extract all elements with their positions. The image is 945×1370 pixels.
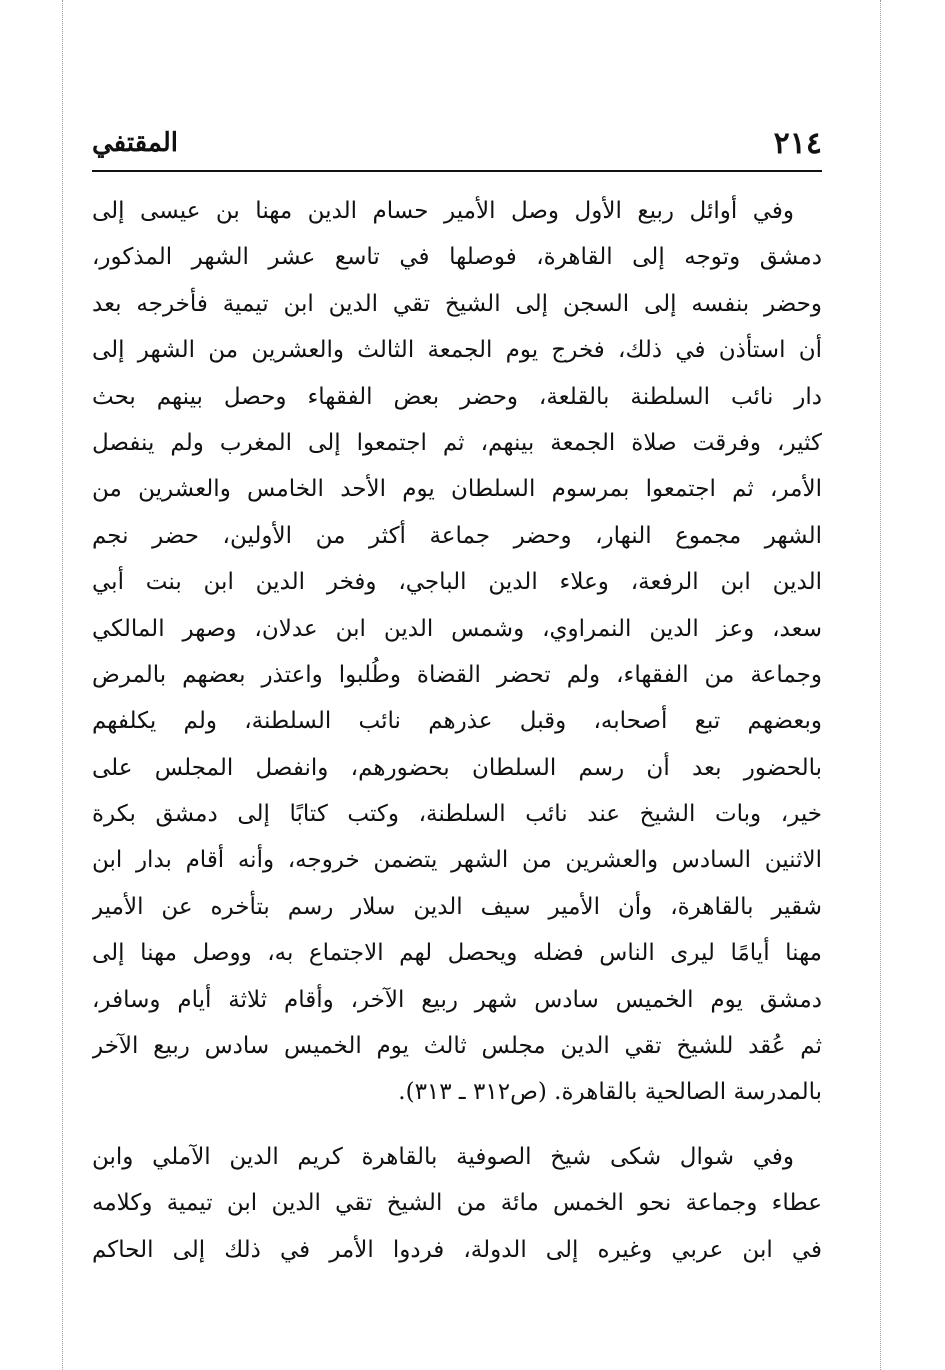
text-line: الأمر، ثم اجتمعوا بمرسوم السلطان يوم الأحد الخامس والعشرين من <box>92 476 822 503</box>
text-line: خير، وبات الشيخ عند نائب السلطنة، وكتب كتابًا إلى دمشق بكرة <box>92 801 822 828</box>
text-line: في ابن عربي وغيره إلى الدولة، فردوا الأمر في ذلك إلى الحاكم <box>92 1236 822 1263</box>
text-line: دمشق وتوجه إلى القاهرة، فوصلها في تاسع عشر الشهر المذكور، <box>92 244 822 271</box>
text-line: دار نائب السلطنة بالقلعة، وحضر بعض الفقهاء وحصل بينهم بحث <box>92 383 822 410</box>
body-text <box>92 188 822 1273</box>
text-line: أن استأذن في ذلك، فخرج يوم الجمعة الثالث والعشرين من الشهر إلى <box>92 337 822 364</box>
text-line: عطاء وجماعة نحو الخمس مائة من الشيخ تقي الدين ابن تيمية وكلامه <box>92 1190 822 1217</box>
scan-edge-left <box>62 0 63 1370</box>
text-line: وبعضهم تبع أصحابه، وقبل عذرهم نائب السلطنة، ولم يكلفهم <box>92 708 822 735</box>
page-header <box>92 126 822 172</box>
text-line: وفي شوال شكى شيخ الصوفية بالقاهرة كريم الدين الآملي وابن <box>92 1143 794 1170</box>
text-line: مهنا أيامًا ليرى الناس فضله ويحصل لهم الاجتماع به، ووصل مهنا إلى <box>92 940 822 967</box>
text-line: ثم عُقد للشيخ تقي الدين مجلس ثالث يوم الخميس سادس ربيع الآخر <box>92 1033 822 1060</box>
paragraph-2 <box>92 1134 822 1273</box>
text-line: وحضر بنفسه إلى السجن إلى الشيخ تقي الدين ابن تيمية فأخرجه بعد <box>92 290 822 317</box>
text-line: الدين ابن الرفعة، وعلاء الدين الباجي، وفخر الدين ابن بنت أبي <box>92 569 822 596</box>
text-line: بالمدرسة الصالحية بالقاهرة. (ص٣١٢ ـ ٣١٣). <box>398 1079 822 1106</box>
paragraph-1 <box>92 188 822 1116</box>
text-line: الشهر مجموع النهار، وحضر جماعة أكثر من الأولين، حضر نجم <box>92 522 822 549</box>
text-line: وجماعة من الفقهاء، ولم تحضر القضاة وطُلبوا واعتذر بعضهم بالمرض <box>92 661 822 688</box>
text-line: دمشق يوم الخميس سادس شهر ربيع الآخر، وأقام ثلاثة أيام وسافر، <box>92 986 822 1013</box>
text-line: بالحضور بعد أن رسم السلطان بحضورهم، وانفصل المجلس على <box>92 754 822 781</box>
header-rule <box>92 170 822 172</box>
text-line: وفي أوائل ربيع الأول وصل الأمير حسام الدين مهنا بن عيسى إلى <box>92 198 794 224</box>
text-line: شقير بالقاهرة، وأن الأمير سيف الدين سلار رسم بتأخره عن الأمير <box>92 893 822 920</box>
text-line: سعد، وعز الدين النمراوي، وشمس الدين ابن عدلان، وصهر المالكي <box>92 615 822 642</box>
page-number: ٢١٤ <box>773 126 822 161</box>
running-title: المقتفي <box>92 128 178 158</box>
text-line: كثير، وفرقت صلاة الجمعة بينهم، ثم اجتمعوا إلى المغرب ولم ينفصل <box>92 429 822 456</box>
text-line: الاثنين السادس والعشرين من الشهر يتضمن خروجه، وأنه أقام بدار ابن <box>92 847 822 874</box>
scan-edge-right <box>880 0 881 1370</box>
